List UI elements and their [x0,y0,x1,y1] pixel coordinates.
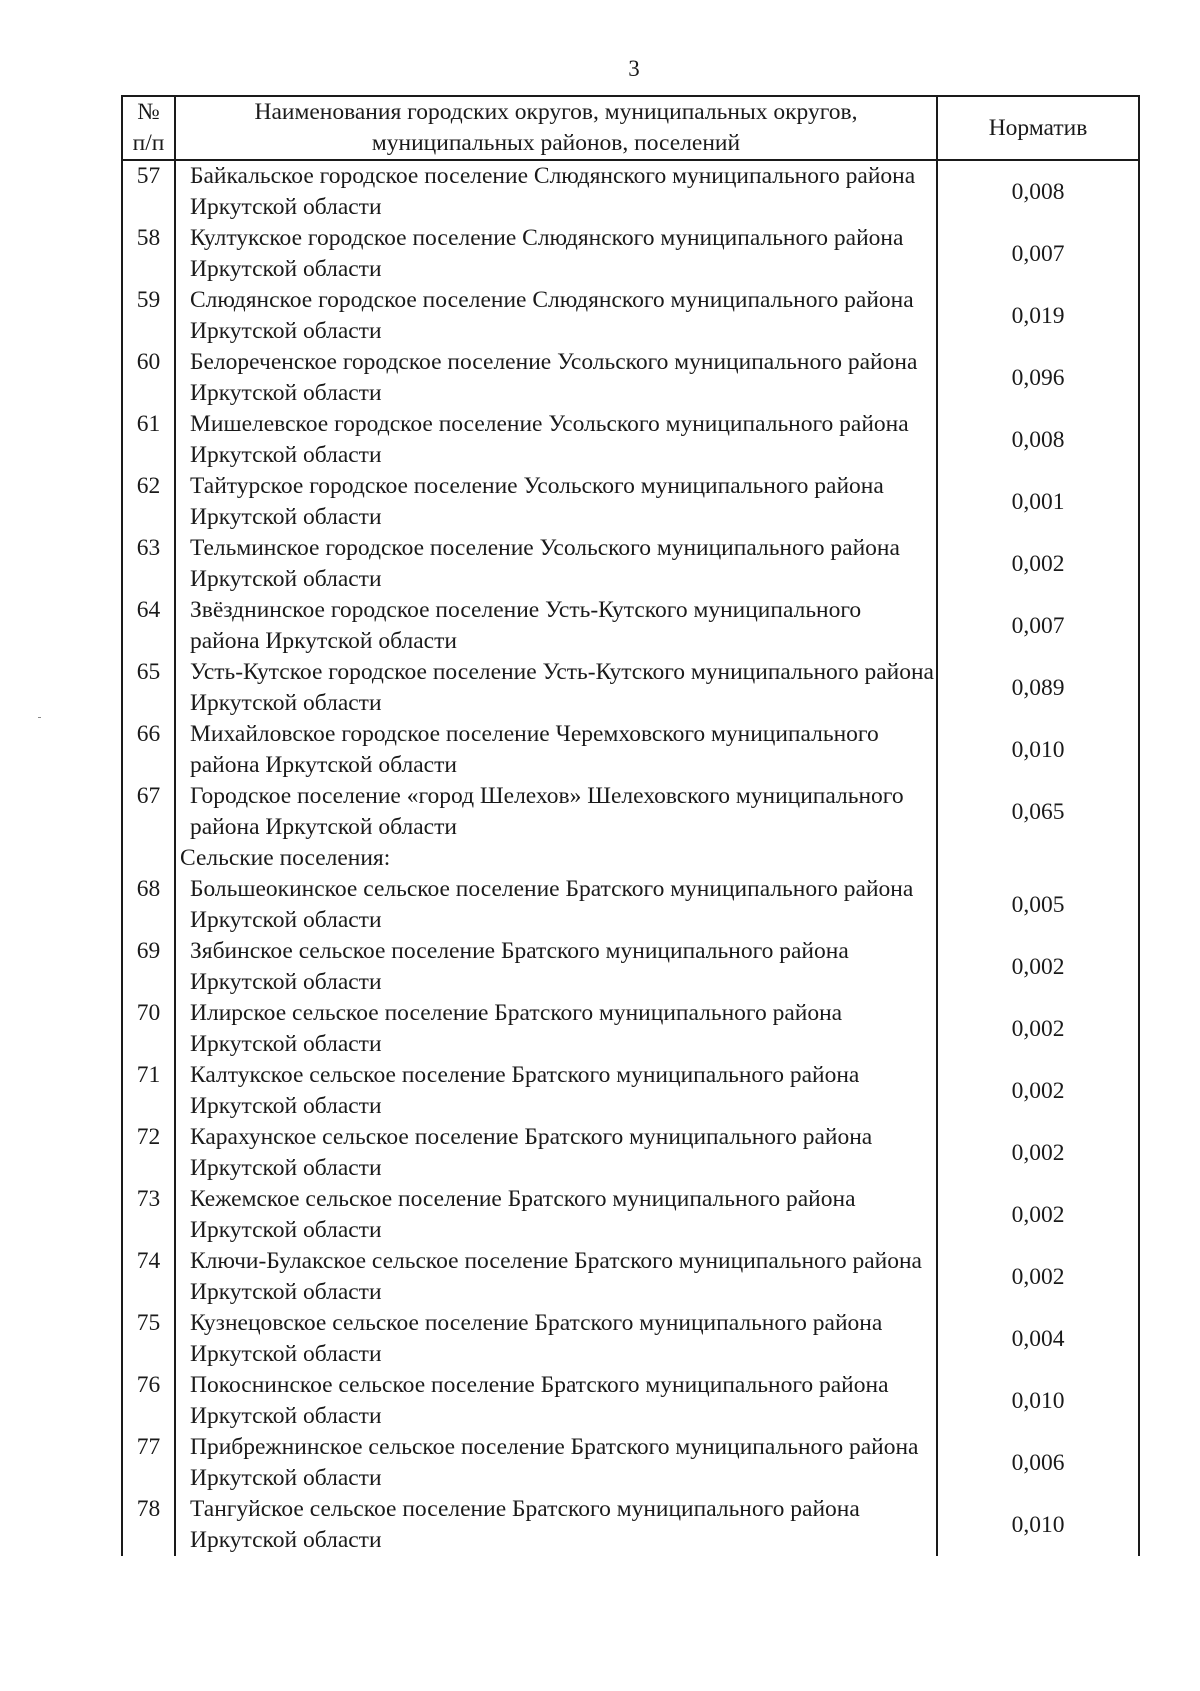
row-name: Ключи-Булакское сельское поселение Братского муниципального района Иркутской области [175,1246,937,1308]
row-number: 73 [122,1184,175,1246]
row-value: 0,007 [937,223,1139,285]
row-name: Тангуйское сельское поселение Братского муниципального района Иркутской области [175,1494,937,1556]
table-row [122,533,1139,595]
table-row [122,781,1139,843]
row-number: 70 [122,998,175,1060]
row-number: 68 [122,874,175,936]
row-number: 60 [122,347,175,409]
table-row [122,1432,1139,1494]
row-value: 0,002 [937,533,1139,595]
row-name: Зябинское сельское поселение Братского муниципального района Иркутской области [175,936,937,998]
row-number: 62 [122,471,175,533]
row-value: 0,019 [937,285,1139,347]
table-row [122,1494,1139,1556]
row-number: 69 [122,936,175,998]
row-number: 66 [122,719,175,781]
row-name: Илирское сельское поселение Братского муниципального района Иркутской области [175,998,937,1060]
table-row [122,1308,1139,1370]
row-name: Городское поселение «город Шелехов» Шелеховского муниципального района Иркутской области [175,781,937,843]
row-number: 78 [122,1494,175,1556]
table-row [122,1246,1139,1308]
table-row [122,223,1139,285]
table-row [122,1184,1139,1246]
row-number: 59 [122,285,175,347]
table-row [122,285,1139,347]
row-name: Звёзднинское городское поселение Усть-Кутского муниципального района Иркутской области [175,595,937,657]
row-number: 61 [122,409,175,471]
table-row [122,347,1139,409]
table-row [122,595,1139,657]
row-value: 0,002 [937,1246,1139,1308]
section-row [122,843,1139,874]
row-name: Тельминское городское поселение Усольского муниципального района Иркутской области [175,533,937,595]
row-value: 0,089 [937,657,1139,719]
row-value: 0,010 [937,719,1139,781]
header-number: № п/п [122,96,175,160]
row-name: Кежемское сельское поселение Братского муниципального района Иркутской области [175,1184,937,1246]
row-number: 77 [122,1432,175,1494]
row-number: 63 [122,533,175,595]
rural-rows [122,874,1139,1556]
row-name: Тайтурское городское поселение Усольского муниципального района Иркутской области [175,471,937,533]
table-row [122,1370,1139,1432]
row-name: Карахунское сельское поселение Братского муниципального района Иркутской области [175,1122,937,1184]
rural-section [122,843,1139,874]
table-row [122,160,1139,223]
urban-rows [122,160,1139,843]
header-row [122,96,1139,160]
row-value: 0,008 [937,409,1139,471]
row-value: 0,007 [937,595,1139,657]
row-name: Михайловское городское поселение Черемховского муниципального района Иркутской области [175,719,937,781]
table-row [122,409,1139,471]
row-name: Култукское городское поселение Слюдянского муниципального района Иркутской области [175,223,937,285]
margin-mark [38,717,41,718]
row-value: 0,008 [937,160,1139,223]
table-row [122,874,1139,936]
page-number: 3 [628,56,640,81]
table-row [122,657,1139,719]
row-name: Мишелевское городское поселение Усольского муниципального района Иркутской области [175,409,937,471]
row-number: 65 [122,657,175,719]
row-value: 0,065 [937,781,1139,843]
table-row [122,998,1139,1060]
section-num-cell [122,843,175,874]
table-header [122,96,1139,160]
header-name: Наименования городских округов, муниципальных округов, муниципальных районов, поселений [175,96,937,160]
row-number: 71 [122,1060,175,1122]
section-value-cell [937,843,1139,874]
row-number: 74 [122,1246,175,1308]
section-title: Сельские поселения: [175,843,937,874]
row-value: 0,002 [937,1060,1139,1122]
row-value: 0,002 [937,1122,1139,1184]
row-value: 0,002 [937,936,1139,998]
row-value: 0,005 [937,874,1139,936]
table-row [122,471,1139,533]
row-name: Слюдянское городское поселение Слюдянского муниципального района Иркутской области [175,285,937,347]
row-value: 0,096 [937,347,1139,409]
table-row [122,1122,1139,1184]
row-value: 0,010 [937,1494,1139,1556]
row-name: Большеокинское сельское поселение Братского муниципального района Иркутской области [175,874,937,936]
row-name: Калтукское сельское поселение Братского муниципального района Иркутской области [175,1060,937,1122]
row-value: 0,010 [937,1370,1139,1432]
row-name: Байкальское городское поселение Слюдянского муниципального района Иркутской области [175,160,937,223]
table-row [122,1060,1139,1122]
row-value: 0,006 [937,1432,1139,1494]
row-name: Кузнецовское сельское поселение Братского муниципального района Иркутской области [175,1308,937,1370]
header-value: Норматив [937,96,1139,160]
row-number: 67 [122,781,175,843]
row-number: 76 [122,1370,175,1432]
row-name: Прибрежнинское сельское поселение Братского муниципального района Иркутской области [175,1432,937,1494]
row-number: 64 [122,595,175,657]
row-name: Усть-Кутское городское поселение Усть-Кутского муниципального района Иркутской области [175,657,937,719]
row-value: 0,002 [937,1184,1139,1246]
row-name: Покоснинское сельское поселение Братского муниципального района Иркутской области [175,1370,937,1432]
row-number: 75 [122,1308,175,1370]
table-row [122,719,1139,781]
row-name: Белореченское городское поселение Усольского муниципального района Иркутской области [175,347,937,409]
row-number: 72 [122,1122,175,1184]
norm-table [121,95,1140,1556]
row-value: 0,004 [937,1308,1139,1370]
row-number: 58 [122,223,175,285]
row-number: 57 [122,160,175,223]
table-row [122,936,1139,998]
row-value: 0,002 [937,998,1139,1060]
row-value: 0,001 [937,471,1139,533]
